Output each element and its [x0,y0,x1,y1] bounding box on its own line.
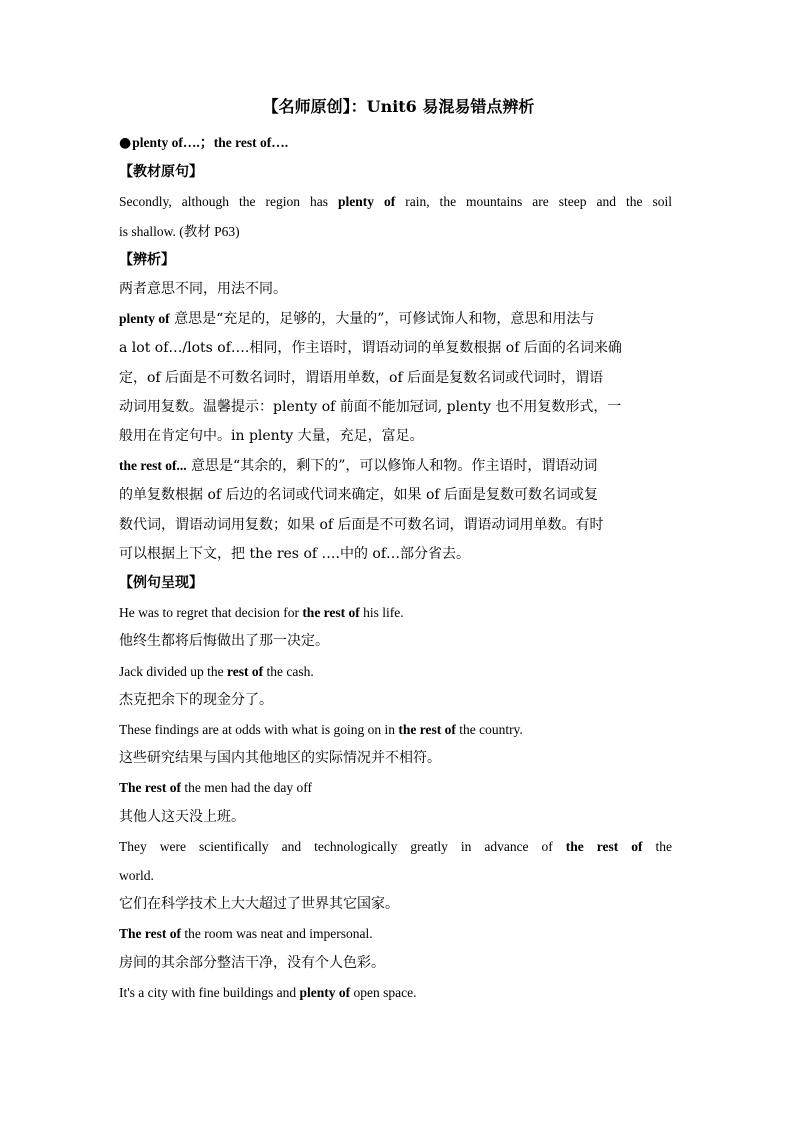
example-6-cn: 房间的其余部分整洁干净，没有个人色彩。 [119,954,385,971]
example-text: the cash. [263,663,314,679]
example-keyword: rest of [226,663,264,679]
example-3-en [119,715,672,744]
topic-term-rest-of: the rest of…. [213,135,289,150]
example-7-en [119,978,672,1007]
example-text: open space. [350,984,417,1000]
example-text: his life. [359,605,404,621]
example-keyword: the rest of [565,838,643,854]
example-keyword: The rest of [119,780,181,796]
example-keyword: the rest of [302,605,360,621]
example-text: They were scientifically and technologically greatly in advance of [119,838,566,854]
page-title: 【名师原创】：Unit6 易混易错点辨析 [262,97,535,116]
example-1-cn: 他终生都将后悔做出了那一决定。 [119,633,329,650]
analysis-keyword-rest: the rest of... [119,458,187,474]
analysis-plenty-line-2: a lot of…/lots of….相同，作主语时，谓语动词的单复数根据 of 后面的名词来确 [119,340,622,357]
textbook-sentence-line-2: is shallow. (教材 P63) [119,223,240,239]
textbook-text: Secondly, although the region has [119,194,338,210]
example-text: the men had the day off [181,780,312,796]
example-text: the [642,838,672,854]
example-2-cn: 杰克把余下的现金分了。 [119,691,273,708]
analysis-rest-line-1 [119,451,672,481]
analysis-rest-line-3: 数代词，谓语动词用复数；如果 of 后面是不可数名词，谓语动词用单数。有时 [119,516,604,533]
example-4-cn: 其他人这天没上班。 [119,808,245,825]
example-5-en-line-1 [119,832,672,861]
topic-separator: ； [199,135,214,151]
textbook-sentence-line-1 [119,187,672,216]
example-keyword: plenty of [299,984,351,1000]
example-text: Jack divided up the [119,663,227,679]
example-3-cn: 这些研究结果与国内其他地区的实际情况并不相符。 [119,750,441,767]
example-4-en [119,773,672,802]
example-5-cn: 它们在科学技术上大大超过了世界其它国家。 [119,896,399,913]
example-text: the country. [455,722,523,738]
example-keyword: the rest of [398,722,456,738]
analysis-rest-line-2: 的单复数根据 of 后边的名词或代词来确定，如果 of 后面是复数可数名词或复 [119,487,599,504]
example-text: He was to regret that decision for [119,605,303,621]
examples-heading: 【例句呈现】 [119,575,203,592]
example-keyword: The rest of [119,926,181,942]
textbook-text: rain, the mountains are steep and the soil [395,194,672,210]
analysis-plenty-line-4: 动词用复数。温馨提示：plenty of 前面不能加冠词, plenty 也不用复数形式，一 [119,398,622,415]
example-text: the room was neat and impersonal. [181,926,373,942]
analysis-intro: 两者意思不同，用法不同。 [119,281,287,298]
analysis-plenty-line-1 [119,304,672,334]
analysis-text: 意思是“其余的，剩下的”，可以修饰人和物。作主语时，谓语动词 [186,458,598,475]
document-page [119,96,672,1007]
topic-line [119,128,672,158]
example-1-en [119,598,672,627]
topic-term-plenty-of: plenty of…. [132,135,200,150]
example-text: These findings are at odds with what is going on in [119,722,399,738]
analysis-plenty-line-3: 定，of 后面是不可数名词时，谓语用单数，of 后面是复数名词或代词时，谓语 [119,369,604,386]
textbook-keyword: plenty of [337,194,396,210]
analysis-keyword-plenty: plenty of [119,311,170,327]
bullet-icon: ● [119,135,132,151]
textbook-heading: 【教材原句】 [119,164,203,181]
analysis-text: 意思是“充足的，足够的，大量的”，可修试饰人和物，意思和用法与 [169,311,595,328]
example-6-en [119,919,672,948]
example-5-en-line-2: world. [119,868,154,884]
analysis-heading: 【辨析】 [119,251,175,268]
example-text: It's a city with fine buildings and [119,984,300,1000]
analysis-plenty-line-5: 般用在肯定句中。in plenty 大量，充足，富足。 [119,428,424,445]
analysis-rest-line-4: 可以根据上下文，把 the res of ….中的 of…部分省去。 [119,545,471,562]
example-2-en [119,657,672,686]
